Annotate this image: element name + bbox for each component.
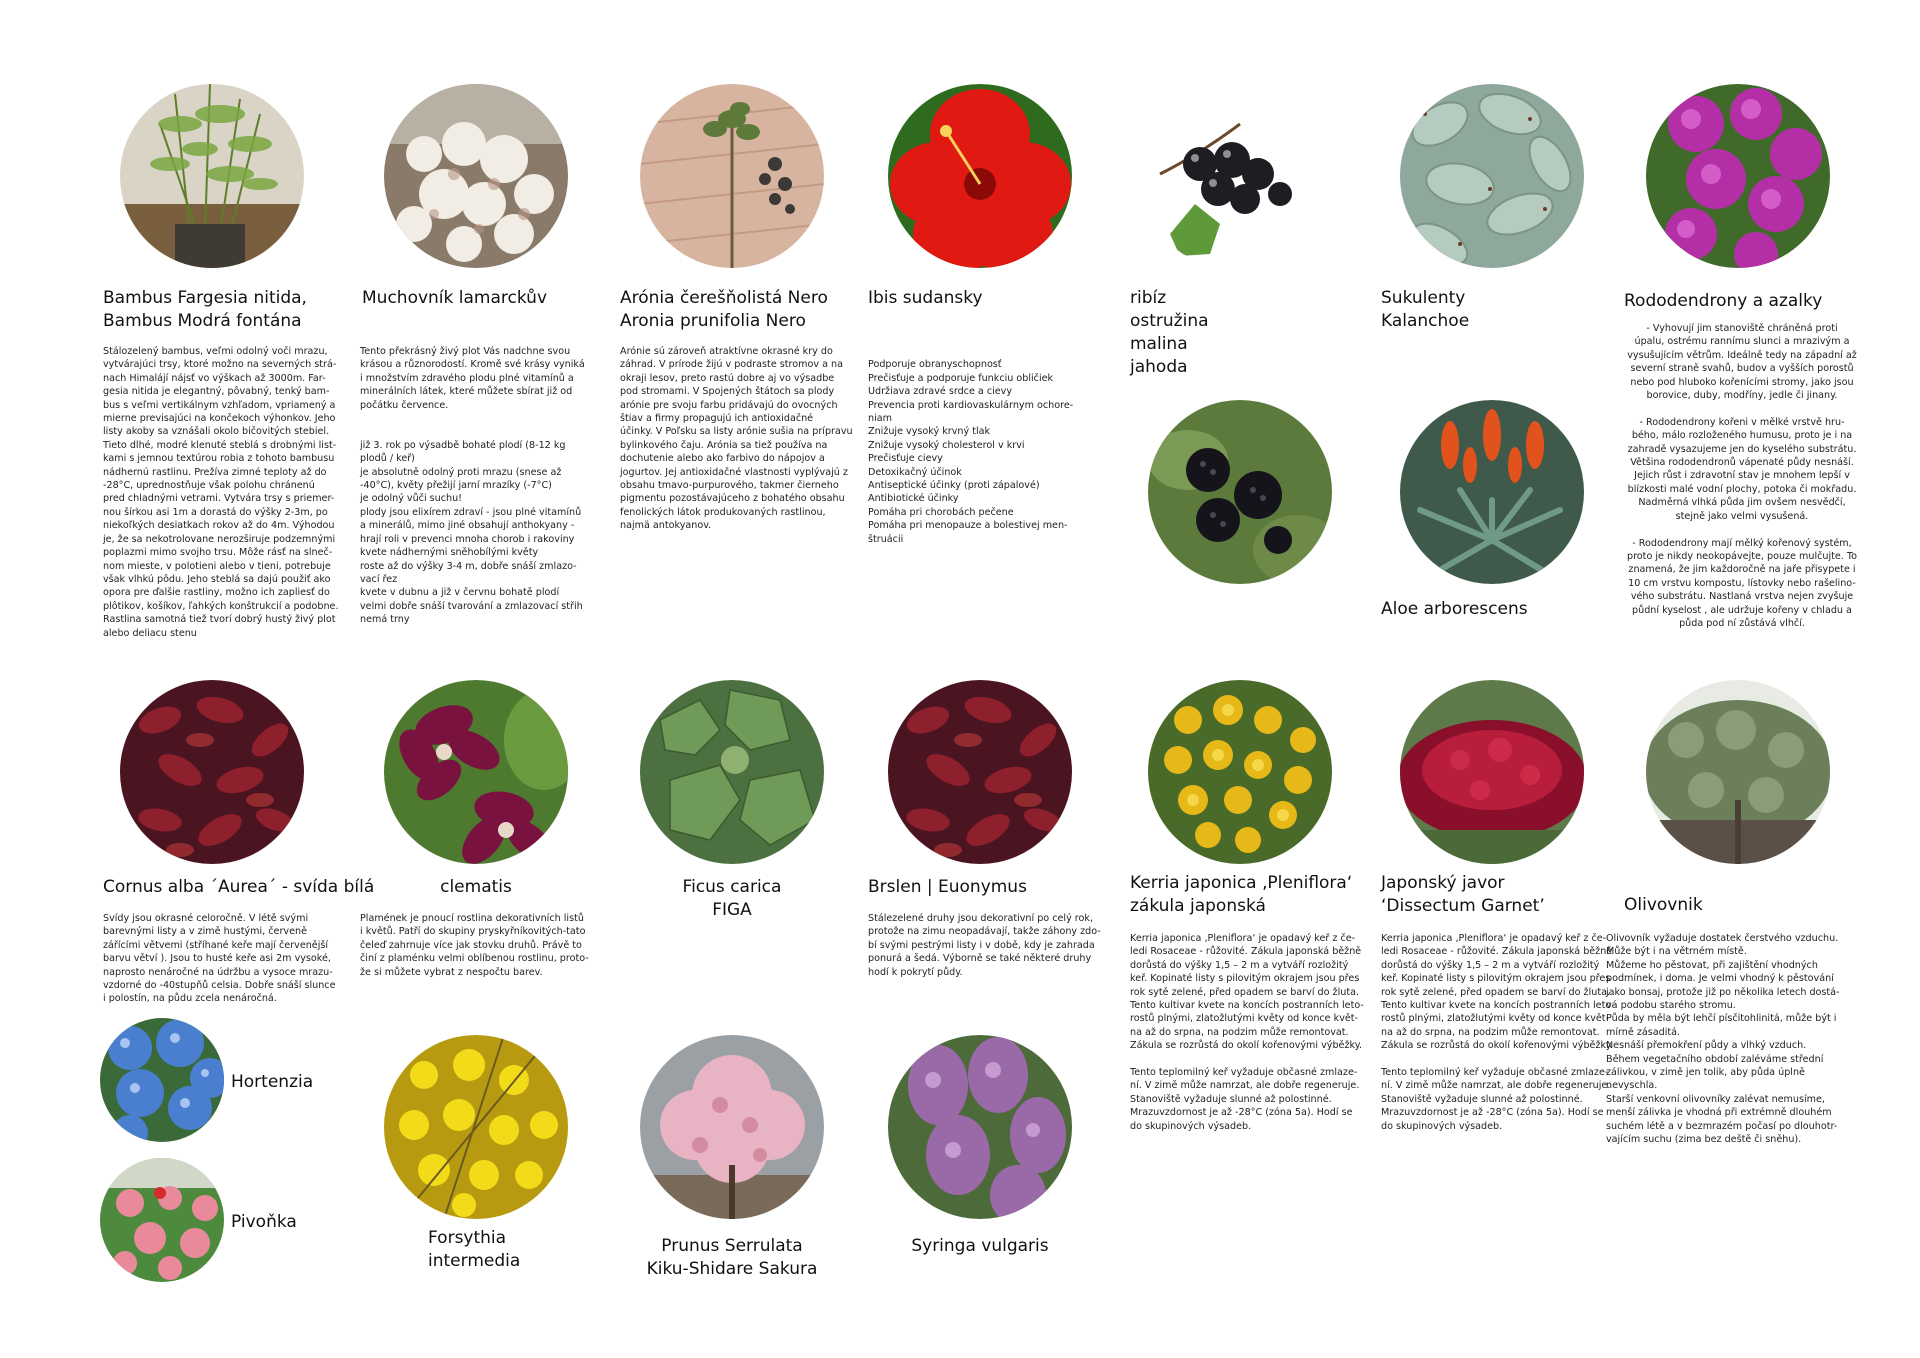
cornus-photo bbox=[120, 680, 304, 864]
hydrangea-photo bbox=[100, 1018, 224, 1142]
euonymus-photo bbox=[888, 680, 1072, 864]
plant-title: Rododendrony a azalky bbox=[1624, 291, 1823, 311]
olive-photo bbox=[1646, 680, 1830, 864]
plant-title: Brslen | Euonymus bbox=[868, 877, 1027, 897]
clematis-photo bbox=[384, 680, 568, 864]
plant-title: Olivovnik bbox=[1624, 895, 1703, 915]
plant-title: Arónia čerešňolistá Nero Aronia prunifolia Nero bbox=[620, 288, 828, 331]
plant-description: Olivovník vyžaduje dostatek čerstvého vzduchu. Může být i na větrném místě. Můžeme ho pěstovat, při zajištění vhodných podmínek, i doma. Je velmi vhodný k pěstování jako bonsaj, protože již po několika letech dostá- vá podobu starého stromu. Půda by měla být lehčí písčitohlinitá, může být i mírně zásaditá. Nesnáší přemokření půdy a vlhký vzduch. Během vegetačního období zaléváme střední zálivkou, v zimě jen tolik, aby půda úplně nevyschla. Starší venkovní olivovníky zalévat nemusíme, menší zálivka je vhodná při extrémně dlouhém suchém létě a v bezmrazém počasí po dlouhotr- vajícím suchu (zima bez deště či sněhu). bbox=[1606, 933, 1840, 1146]
plant-description: Podporuje obranyschopnosť Prečisťuje a podporuje funkciu obličiek Udržiava zdravé srdce a cievy Prevencia proti kardiovaskulárnym ochore- niam Znižuje vysoký krvný tlak Znižuje vysoký cholesterol v krvi Prečisťuje cievy Detoxikačný účinok Antiseptické účinky (proti zápalové) Antibiotické účinky Pomáha pri chorobách pečene Pomáha pri menopauze a bolestivej men- štruácii bbox=[868, 359, 1074, 545]
plant-title: Cornus alba ´Aurea´ - svída bílá bbox=[103, 877, 375, 897]
aloe-photo bbox=[1400, 400, 1584, 584]
plant-title: Ibis sudansky bbox=[868, 288, 983, 308]
plant-description: Arónie sú zároveň atraktívne okrasné kry do záhrad. V prírode žijú v podraste stromov a na okraji lesov, preto rastú dobre aj vo výsadbe pod stromami. V Spojených štátoch sa plody arónie pre svoju farbu pridávajú do ovocných štiav a firmy propagujú ich antioxidačné účinky. V Poľsku sa listy arónie sušia na prípravu bylinkového čaju. Arónia sa tiež používa na dochutenie alebo ako farbivo do nápojov a jogurtov. Jej antioxidačné vlastnosti vyplývajú z obsahu tmavo-purpurového, takmer čierneho pigmentu pozostávajúceho z bohatého obsahu fenolických látok produkovaných rastlinou, najmä antokyanov. bbox=[620, 346, 853, 532]
plant-title: Forsythia intermedia bbox=[428, 1228, 521, 1271]
plant-title: Pivoňka bbox=[231, 1212, 297, 1232]
fig-photo bbox=[640, 680, 824, 864]
lilac-photo bbox=[888, 1035, 1072, 1219]
plant-description: Stálozelený bambus, veľmi odolný voči mrazu, vytvárajúci trsy, ktoré možno na severných strá- nach Himalájí nájsť vo výškach až 3000m. Far- gesia nitida je elegantný, pôvabný, tenký bam- bus s veľmi vertikálnym vzhľadom, vpriamený a mierne previsajúci na končekoch výhonkov. Jeho listy akoby sa vznášali okolo bičovitých stebiel. Tieto dlhé, modré klenuté steblá s drobnými list- kami s jemnou textúrou robia z tohoto bambusu nádhernú rastlinu. Prežíva zimné teploty až do -28°C, uprednostňuje však polohu chránenú pred chladnými vetrami. Vytvára trsy s priemer- nou šírkou asi 1m a dorastá do výšky 2-3m, po niekoľkých desiatkach rokov až do 4m. Výhodou je, že sa nekotrolovane nerozširuje podzemnými poplazmi mimo svojho trsu. Môže rásť na slneč- nom mieste, v polotieni alebo v tieni, potrebuje však vlhkú pôdu. Jeho steblá sa dajú použiť ako opora pre ďalšie rastliny, možno ich zapliesť do plôtikov, košíkov, ľahkých konštrukcií a podobne. Rastlina samotná tiež tvorí dobrý hustý živý plot alebo deliacu stenu bbox=[103, 346, 339, 639]
hibiscus-photo bbox=[888, 84, 1072, 268]
japanese-maple-photo bbox=[1400, 680, 1584, 864]
rhododendron-photo bbox=[1646, 84, 1830, 268]
plant-title: Japonský javor ‘Dissectum Garnet’ bbox=[1381, 873, 1545, 916]
plant-title: Hortenzia bbox=[231, 1072, 314, 1092]
plant-title: Prunus Serrulata Kiku-Shidare Sakura bbox=[646, 1236, 818, 1279]
plant-title: clematis bbox=[440, 877, 512, 897]
plant-description: - Vyhovují jim stanoviště chráněná proti úpalu, ostrému rannímu slunci a mrazivým a vysušujícím větrům. Ideálně tedy na západní až severní straně svahů, budov a vyšších porostů nebo pod hluboko kořenícími stromy, jako jsou borovice, duby, modříny, jedle či jinany. - Rododendrony kořeni v mělké vrstvě hru- bého, málo rozloženého humusu, proto je i na zahradě vysazujeme jen do kyselého substrátu. Většina rododendronů vápenaté půdy nesnáší. Jejich růst i zdravotní stav je mnohem lepší v blízkosti malé vodní plochy, potoka či mokřadu. Nadměrná vlhká půda jim ovšem nesvědčí, stejně jako velmi vysušená. - Rododendrony mají mělký kořenový systém, proto je nikdy neokopávejte, pouze mulčujte. To znamená, že jim každoročně na jaře přisypete i 10 cm vrstvu kompostu, lístovky nebo rašelino- vého substrátu. Nastlaná vrstva nejen zvyšuje půdní kyselost , ale udržuje kořeny v chladu a půda pod ní zůstává vlhčí. bbox=[1626, 323, 1858, 629]
plant-description: Svídy jsou okrasné celoročně. V létě svými barevnými listy a v zimě hustými, červeně zářícími větvemi (stříhané keře mají červenější barvu větví ). Jsou to husté keře asi 2m vysoké, naprosto nenáročné na údržbu a vysoce mrazu- vzdorné do -40stupňů celsia. Dobře snáší slunce i polostín, na půdu zcela nenáročná. bbox=[103, 913, 336, 1005]
plant-title: ribíz ostružina malina jahoda bbox=[1130, 288, 1209, 377]
plant-description: Stálezelené druhy jsou dekorativní po celý rok, protože na zimu neopadávají, takže záhony zdo- bí svými pestrými listy i v době, kdy je zahrada ponurá a šedá. Výborně se také některé druhy hodí k pokrytí půdy. bbox=[868, 913, 1101, 978]
sakura-photo bbox=[640, 1035, 824, 1219]
plant-description: Kerria japonica ‚Pleniflora‘ je opadavý keř z če- ledi Rosaceae - růžovité. Zákula japonská běžně dorůstá do výšky 1,5 – 2 m a vytváří rozložitý keř. Kopinaté listy s pilovitým okrajem jsou přes rok sytě zelené, před opadem se barví do žluta. Tento kultivar kvete na koncích postranních leto- rostů plnými, zlatožlutými květy od konce květ- na až do srpna, na podzim může remontovat. Zákula se rozrůstá do okolí kořenovými výběžky. Tento teplomilný keř vyžaduje občasné zmlaze- ní. V zimě může namrzat, ale dobře regeneruje. Stanoviště vyžaduje slunné až polostinné. Mrazuvzdornost je až -28°C (zóna 5a). Hodí se do skupinových výsadeb. bbox=[1130, 933, 1364, 1132]
plant-title: Ficus carica FIGA bbox=[682, 877, 782, 920]
plant-description: Kerria japonica ‚Pleniflora‘ je opadavý keř z če- ledi Rosaceae - růžovité. Zákula japonská běžně dorůstá do výšky 1,5 – 2 m a vytváří rozložitý keř. Kopinaté listy s pilovitým okrajem jsou přes rok sytě zelené, před opadem se barví do žluta. Tento kultivar kvete na koncích postranních leto- rostů plnými, zlatožlutými květy od konce květ- na až do srpna, na podzim může remontovat. Zákula se rozrůstá do okolí kořenovými výběžky. Tento teplomilný keř vyžaduje občasné zmlaze- ní. V zimě může namrzat, ale dobře regeneruje. Stanoviště vyžaduje slunné až polostinné. Mrazuvzdornost je až -28°C (zóna 5a). Hodí se do skupinových výsadeb. bbox=[1381, 933, 1615, 1132]
blackberry-photo bbox=[1148, 400, 1332, 584]
plant-description: Tento překrásný živý plot Vás nadchne svou krásou a různorodostí. Kromě své krásy vyniká i množstvím zdravého plodu plné vitamínů a minerálních látek, které můžete sbírat již od počátku července. již 3. rok po výsadbě bohaté plodí (8-12 kg plodů / keř) je absolutně odolný proti mrazu (snese až -40°C), květy přežijí jarní mrazíky (-7°C) je odolný vůči suchu! plody jsou elixírem zdraví - jsou plné vitamínů a minerálů, mimo jiné obsahují anthokyany - hrají roli v prevenci mnoha chorob i rakoviny kvete nádhernými sněhobílými květy roste až do výšky 3-4 m, dobře snáší zmlazo- vací řez kvete v dubnu a již v červnu bohatě plodí velmi dobře snáší tvarování a zmlazovací střih nemá trny bbox=[360, 346, 585, 626]
plant-title: Kerria japonica ‚Pleniflora‘ zákula japonská bbox=[1130, 873, 1353, 916]
amelanchier-photo bbox=[384, 84, 568, 268]
blackcurrant-photo bbox=[1140, 84, 1324, 268]
forsythia-photo bbox=[384, 1035, 568, 1219]
plant-title: Muchovník lamarckův bbox=[362, 288, 548, 308]
plant-description: Plamének je pnoucí rostlina dekorativních listů i květů. Patří do skupiny pryskyřníkovitých-tato čeleď zahrnuje více jak stovku druhů. Právě to činí z plaménku velmi oblíbenou rostlinu, proto- že si můžete vybrat z nespočtu barev. bbox=[360, 913, 589, 978]
plant-title: Aloe arborescens bbox=[1381, 599, 1528, 619]
aronia-photo bbox=[640, 84, 824, 268]
bamboo-photo bbox=[120, 84, 304, 268]
kalanchoe-photo bbox=[1400, 84, 1584, 268]
kerria-photo bbox=[1148, 680, 1332, 864]
peony-photo bbox=[100, 1158, 224, 1282]
plant-title: Bambus Fargesia nitida, Bambus Modrá fontána bbox=[103, 288, 307, 331]
plant-title: Sukulenty Kalanchoe bbox=[1381, 288, 1470, 331]
plant-title: Syringa vulgaris bbox=[911, 1236, 1049, 1256]
